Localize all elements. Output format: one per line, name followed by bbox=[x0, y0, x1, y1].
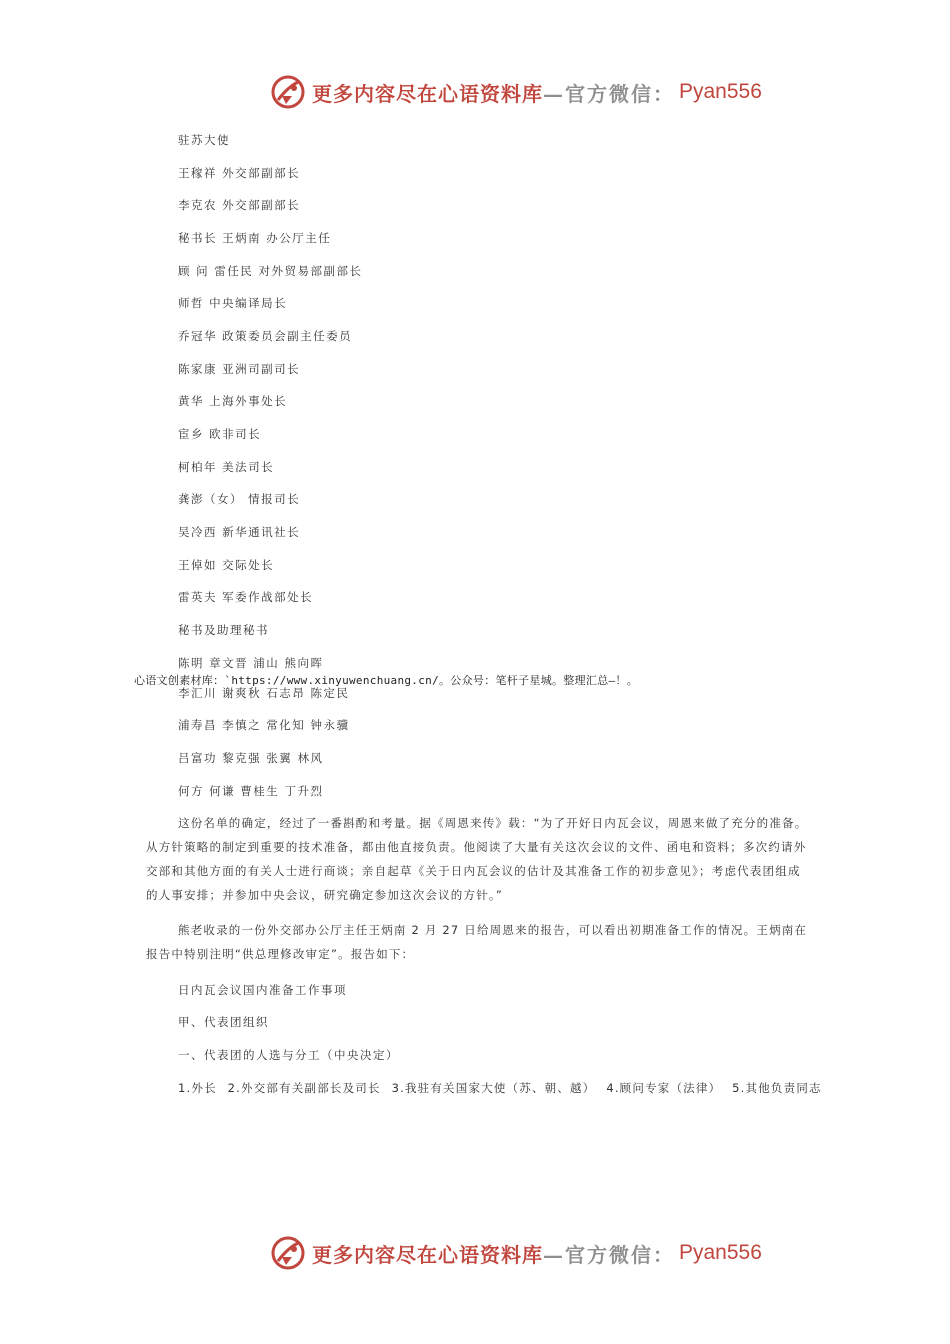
paragraph-text: 这份名单的确定，经过了一番斟酌和考量。据《周恩来传》载：“为了开好日内瓦会议，周恩来做了充分的准备。从方针策略的制定到重要的技术准备，都由他直接负责。他阅读了大量有关这次会议的文件、函电和资料；多次约请外交部和其他方面的有关人士进行商谈；亲自起草《关于日内瓦会议的估计及其准备工作的初步意见》；考虑代表团组成的人事安排；并参加中央会议，研究确定参加这次会议的方针。” bbox=[146, 816, 808, 902]
list-item: 李克农 外交部副部长 bbox=[178, 198, 301, 212]
list-item: 秘书长 王炳南 办公厅主任 bbox=[178, 231, 332, 245]
list-item: 王倬如 交际处长 bbox=[178, 558, 275, 572]
section-heading: 一、代表团的人选与分工（中央决定） bbox=[178, 1048, 399, 1062]
footer-banner bbox=[270, 1233, 762, 1273]
logo-icon bbox=[270, 1235, 306, 1271]
list-item: 4.顾问专家（法律） bbox=[606, 1081, 722, 1095]
section-heading: 甲、代表团组织 bbox=[178, 1015, 269, 1029]
list-item: 吕富功 黎克强 张翼 林风 bbox=[178, 751, 324, 765]
list-item: 柯柏年 美法司长 bbox=[178, 460, 275, 474]
list-item: 黄华 上海外事处长 bbox=[178, 394, 288, 408]
logo-icon bbox=[270, 74, 306, 110]
banner-subtitle: —官方微信： bbox=[543, 81, 675, 106]
list-item: 乔冠华 政策委员会副主任委员 bbox=[178, 329, 353, 343]
list-item: 宦乡 欧非司长 bbox=[178, 427, 262, 441]
numbered-list bbox=[178, 1080, 828, 1096]
list-item: 雷英夫 军委作战部处长 bbox=[178, 590, 314, 604]
header-banner bbox=[270, 72, 762, 112]
list-item: 李汇川 谢爽秋 石志昂 陈定民 bbox=[178, 686, 350, 700]
list-item: 陈家康 亚洲司副司长 bbox=[178, 362, 301, 376]
list-item: 3.我驻有关国家大使（苏、朝、越） bbox=[391, 1081, 596, 1095]
list-item: 王稼祥 外交部副部长 bbox=[178, 166, 301, 180]
watermark-text: 心语文创素材库：`https://www.xinyuwenchuang.cn/。公众号：笔杆子星城。整理汇总—！。 bbox=[134, 674, 639, 687]
banner-subtitle: —官方微信： bbox=[543, 1242, 675, 1267]
section-heading: 日内瓦会议国内准备工作事项 bbox=[178, 983, 347, 997]
list-item: 何方 何谦 曹桂生 丁升烈 bbox=[178, 784, 324, 798]
list-item: 师哲 中央编译局长 bbox=[178, 296, 288, 310]
paragraph bbox=[146, 918, 810, 966]
banner-wechat-id: Pyan556 bbox=[679, 1241, 762, 1264]
list-item: 驻苏大使 bbox=[178, 133, 230, 147]
list-item: 5.其他负责同志 bbox=[732, 1081, 822, 1095]
list-item: 龚澎（女） 情报司长 bbox=[178, 492, 301, 506]
list-item: 顾 问 雷任民 对外贸易部副部长 bbox=[178, 264, 363, 278]
banner-title: 更多内容尽在心语资料库 bbox=[312, 1242, 543, 1267]
list-item: 浦寿昌 李慎之 常化知 钟永骥 bbox=[178, 718, 350, 732]
list-item: 吴冷西 新华通讯社长 bbox=[178, 525, 301, 539]
list-item: 2.外交部有关副部长及司长 bbox=[227, 1081, 381, 1095]
banner-title: 更多内容尽在心语资料库 bbox=[312, 81, 543, 106]
banner-wechat-id: Pyan556 bbox=[679, 80, 762, 103]
paragraph-text: 熊老收录的一份外交部办公厅主任王炳南 2 月 27 日给周恩来的报告，可以看出初期准备工作的情况。王炳南在报告中特别注明“供总理修改审定”。报告如下： bbox=[146, 923, 808, 961]
list-item: 秘书及助理秘书 bbox=[178, 623, 269, 637]
list-item: 陈明 章文晋 浦山 熊向晖 bbox=[178, 656, 324, 670]
paragraph bbox=[146, 811, 810, 907]
list-item: 1.外长 bbox=[178, 1081, 217, 1095]
